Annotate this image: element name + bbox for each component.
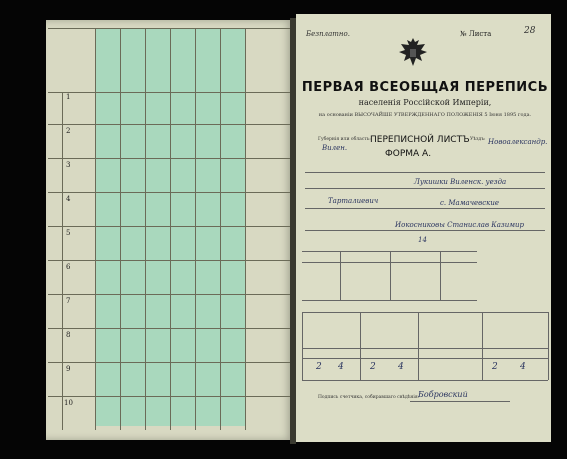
document-title: ПЕРВАЯ ВСЕОБЩАЯ ПЕРЕПИСЬ — [301, 80, 549, 95]
document-subtitle: населенія Россійской Имперіи, — [358, 98, 492, 107]
decree-line: на основаніи ВЫСОЧАЙШЕ УТВЕРЖДЕННАГО ПОЛОЖЕНІЯ 5 Іюня 1895 года. — [318, 112, 532, 118]
table-digit: 4 — [520, 362, 526, 372]
table-digit: 2 — [370, 362, 376, 372]
imperial-eagle-emblem — [396, 36, 430, 72]
row-number: 6 — [66, 263, 71, 271]
row-number: 8 — [66, 331, 71, 339]
row-number: 9 — [66, 365, 71, 373]
table-line — [548, 312, 549, 380]
row-number: 5 — [66, 229, 71, 237]
table-line — [302, 380, 548, 381]
table-line — [340, 251, 341, 300]
sheet-number-text: № Листа — [460, 30, 492, 38]
form-line — [305, 208, 545, 209]
row-number: 1 — [66, 93, 71, 101]
guberniya-value: Вилен. — [322, 144, 348, 152]
row-number: 3 — [66, 161, 71, 169]
table-line — [302, 312, 303, 380]
form-heading: ФОРМА А. — [385, 149, 432, 159]
row-line — [48, 158, 294, 159]
row-line — [48, 328, 294, 329]
page-mark: 28 — [524, 26, 536, 36]
row-line — [48, 226, 294, 227]
form-line — [305, 188, 545, 189]
table-line — [440, 251, 441, 300]
table-line — [418, 312, 419, 380]
signature-label: Подпись счетчика, собиравшаго свѣдѣнія: — [318, 395, 420, 400]
row-number: 2 — [66, 127, 71, 135]
table-line — [360, 312, 361, 380]
header-top-line — [48, 28, 294, 29]
row-line — [48, 260, 294, 261]
row-number: 7 — [66, 297, 71, 305]
handwritten-line: Тарталиевич — [328, 197, 379, 205]
sheet-number-label — [460, 30, 491, 38]
table-line — [482, 312, 483, 380]
table-digit: 4 — [398, 362, 404, 372]
signature-line — [410, 401, 510, 402]
row-number: 10 — [64, 399, 73, 407]
table-digit: 2 — [492, 362, 498, 372]
counter-signature: Бобровский — [418, 390, 468, 399]
table-line — [302, 358, 548, 359]
handwritten-line: с. Мамачевские — [440, 199, 500, 207]
table-digit: 2 — [316, 362, 322, 372]
handwritten-line: Иокосниковы Станислав Казимир — [395, 221, 524, 229]
row-line — [48, 192, 294, 193]
sheet-heading: ПЕРЕПИСНОЙ ЛИСТЪ — [370, 135, 470, 145]
handwritten-line: Лукишки Виленск. уезда — [414, 178, 507, 186]
table-line — [302, 348, 548, 349]
row-line — [48, 362, 294, 363]
table-line — [390, 251, 391, 300]
table-digit: 4 — [338, 362, 344, 372]
form-line — [305, 172, 545, 173]
row-number: 4 — [66, 195, 71, 203]
row-line — [48, 124, 294, 125]
table-line — [302, 300, 477, 301]
left-page-rows — [48, 92, 294, 430]
guberniya-label: Губернія или область: — [318, 137, 371, 142]
row-line — [48, 294, 294, 295]
uezd-value: Новоалександр. — [488, 138, 548, 146]
instruction-notes — [478, 252, 548, 312]
uezd-label: Уѣздъ: — [470, 137, 486, 142]
form-line — [305, 230, 545, 231]
table-line — [302, 312, 548, 313]
free-label: Безплатно. — [306, 30, 350, 38]
row-line — [48, 396, 294, 397]
handwritten-number: 14 — [418, 236, 427, 244]
